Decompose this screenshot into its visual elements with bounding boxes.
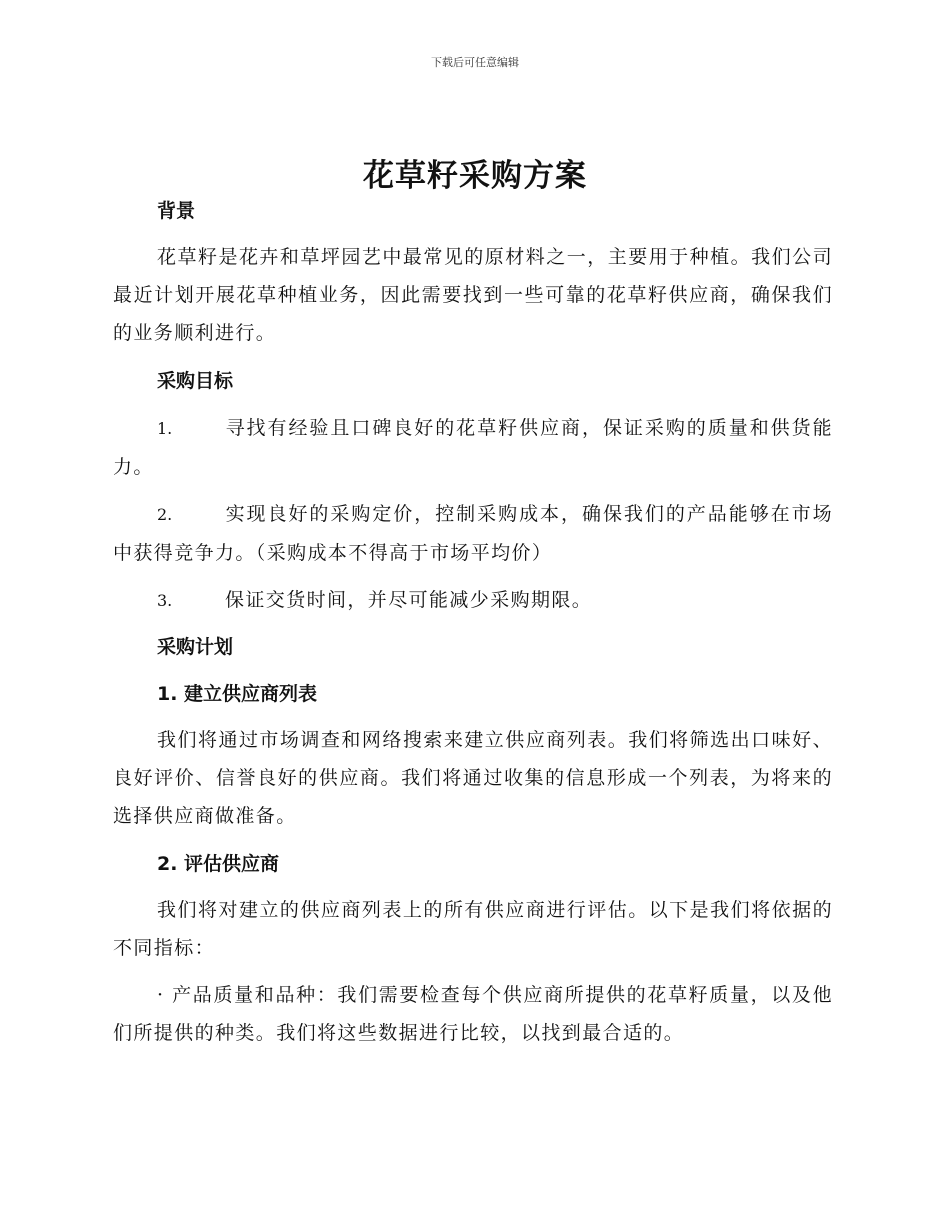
section-heading-background: 背景 [157,200,196,222]
section-heading-plan: 采购计划 [157,636,234,658]
goal-item-text: 实现良好的采购定价，控制采购成本，确保我们的产品能够在市场中获得竞争力。（采购成本不得高于市场平均价） [113,503,833,564]
document-body [113,196,833,1052]
document-title: 花草籽采购方案 [363,158,587,194]
goal-item-number: 1. [157,419,173,438]
section-heading-goals: 采购目标 [157,370,234,392]
background-paragraph: 花草籽是花卉和草坪园艺中最常见的原材料之一，主要用于种植。我们公司最近计划开展花草种植业务，因此需要找到一些可靠的花草籽供应商，确保我们的业务顺利进行。 [113,246,833,344]
supplier-list-paragraph: 我们将通过市场调查和网络搜索来建立供应商列表。我们将筛选出口味好、良好评价、信誉良好的供应商。我们将通过收集的信息形成一个列表，为将来的选择供应商做准备。 [113,729,833,827]
goal-item-text: 保证交货时间，并尽可能减少采购期限。 [225,589,593,611]
subsection-heading-evaluate: 2. 评估供应商 [157,853,280,875]
goal-item [113,581,833,620]
evaluate-paragraph: 我们将对建立的供应商列表上的所有供应商进行评估。以下是我们将依据的不同指标： [113,899,833,959]
goal-item-number: 3. [157,591,173,610]
goal-item [113,495,833,572]
goal-item-number: 2. [157,505,173,524]
goal-item [113,409,833,486]
page-header: 下载后可任意编辑 [431,56,519,69]
evaluate-bullet: · 产品质量和品种：我们需要检查每个供应商所提供的花草籽质量，以及他们所提供的种类。我们将这些数据进行比较，以找到最合适的。 [113,984,833,1044]
subsection-heading-supplier-list: 1. 建立供应商列表 [157,683,318,705]
goal-item-text: 寻找有经验且口碑良好的花草籽供应商，保证采购的质量和供货能力。 [113,417,833,478]
